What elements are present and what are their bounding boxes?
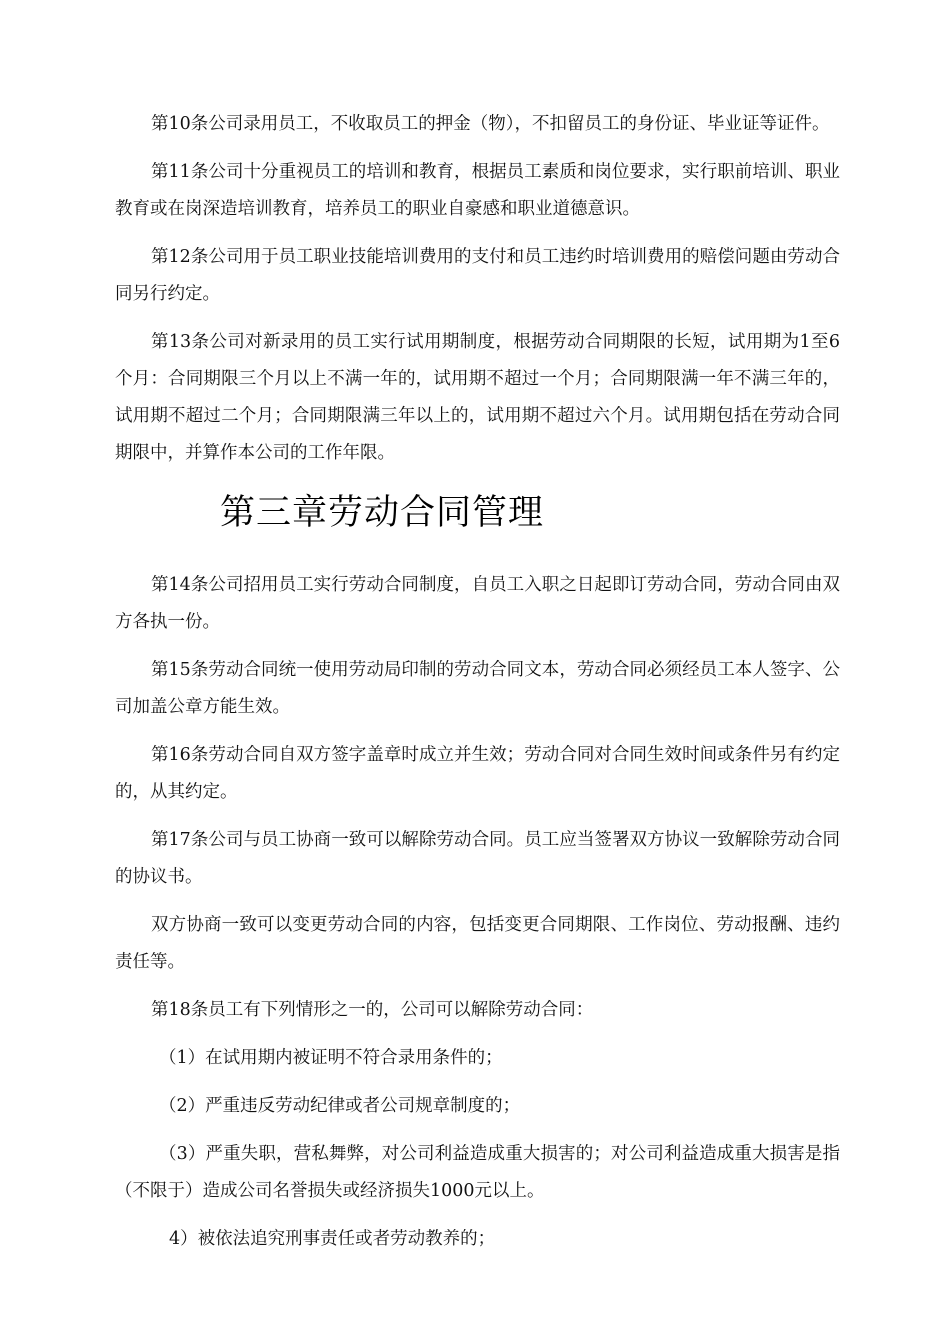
article-12: 第12条公司用于员工职业技能培训费用的支付和员工违约时培训费用的赔偿问题由劳动合同另行约定。	[115, 247, 840, 304]
article-18: 第18条员工有下列情形之一的，公司可以解除劳动合同：	[151, 1000, 594, 1020]
list-item-2: （2）严重违反劳动纪律或者公司规章制度的；	[159, 1096, 521, 1116]
article-11: 第11条公司十分重视员工的培训和教育，根据员工素质和岗位要求，实行职前培训、职业教育或在岗深造培训教育，培养员工的职业自豪感和职业道德意识。	[115, 162, 840, 219]
article-14: 第14条公司招用员工实行劳动合同制度，自员工入职之日起即订劳动合同，劳动合同由双方各执一份。	[115, 575, 840, 632]
article-17-supplement: 双方协商一致可以变更劳动合同的内容，包括变更合同期限、工作岗位、劳动报酬、违约责任等。	[115, 915, 840, 972]
list-item-1: （1）在试用期内被证明不符合录用条件的；	[159, 1048, 503, 1068]
document-body	[115, 106, 840, 1269]
list-item-4: 4）被依法追究刑事责任或者劳动教养的；	[169, 1229, 496, 1249]
article-16: 第16条劳动合同自双方签字盖章时成立并生效；劳动合同对合同生效时间或条件另有约定的，从其约定。	[115, 745, 840, 802]
list-item-3: （3）严重失职，营私舞弊，对公司利益造成重大损害的；对公司利益造成重大损害是指（不限于）造成公司名誉损失或经济损失1000元以上。	[115, 1144, 840, 1201]
article-13: 第13条公司对新录用的员工实行试用期制度，根据劳动合同期限的长短，试用期为1至6个月：合同期限三个月以上不满一年的，试用期不超过一个月；合同期限满一年不满三年的，试用期不超过二个月；合同期限满三年以上的，试用期不超过六个月。试用期包括在劳动合同期限中，并算作本公司的工作年限。	[115, 332, 840, 463]
article-17: 第17条公司与员工协商一致可以解除劳动合同。员工应当签署双方协议一致解除劳动合同的协议书。	[115, 830, 840, 887]
chapter-title: 第三章劳动合同管理	[220, 493, 545, 533]
article-10: 第10条公司录用员工，不收取员工的押金（物），不扣留员工的身份证、毕业证等证件。	[151, 114, 830, 134]
article-15: 第15条劳动合同统一使用劳动局印制的劳动合同文本，劳动合同必须经员工本人签字、公司加盖公章方能生效。	[115, 660, 840, 717]
